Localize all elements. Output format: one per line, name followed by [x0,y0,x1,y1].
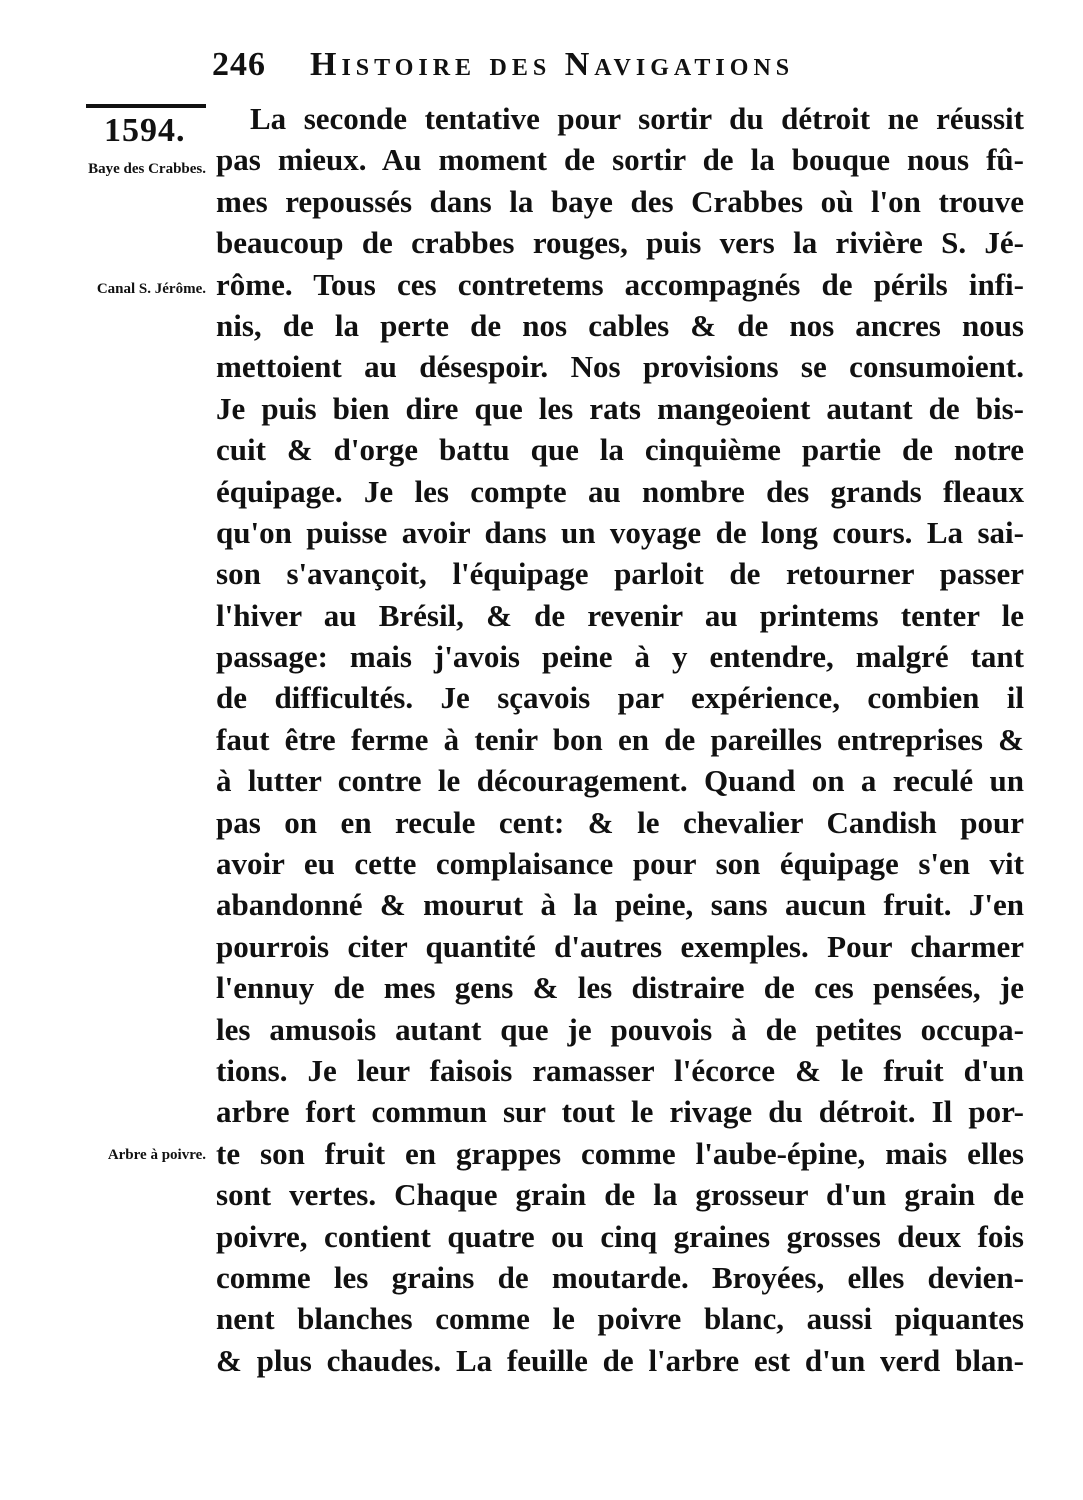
page-header [212,46,972,94]
text-line: te son fruit en grappes comme l'aube-épine, mais elles [216,1135,1024,1171]
text-line: mes repoussés dans la baye des Crabbes où l'on trouve [216,183,1024,219]
text-line: nent blanches comme le poivre blanc, aussi piquantes [216,1301,1024,1337]
margin-year: 1594. [104,112,186,149]
text-line: son s'avançoit, l'équipage parloit de retourner passer [216,556,1024,592]
body-text [216,98,1024,1381]
text-line: Je puis bien dire que les rats mangeoient autant de bis- [216,390,1024,426]
text-line: pas mieux. Au moment de sortir de la bouque nous fû- [216,142,1024,178]
text-line: l'hiver au Brésil, & de revenir au printems tenter le [216,597,1024,633]
text-line: pourrois citer quantité d'autres exemples. Pour charmer [216,928,1024,964]
text-line: rôme. Tous ces contretems accompagnés de périls infi- [216,266,1024,302]
text-line: La seconde tentative pour sortir du détroit ne réussit [250,101,1024,136]
text-line: beaucoup de crabbes rouges, puis vers la rivière S. Jé- [216,225,1024,261]
text-line: à lutter contre le découragement. Quand on a reculé un [216,763,1024,799]
marginal-note: Baye des Crabbes. [88,161,206,177]
text-line: tions. Je leur faisois ramasser l'écorce & le fruit d'un [216,1052,1024,1088]
text-line: arbre fort commun sur tout le rivage du détroit. Il por- [216,1094,1024,1130]
text-line: abandonné & mourut à la peine, sans aucun fruit. J'en [216,887,1024,923]
text-line: l'ennuy de mes gens & les distraire de ces pensées, je [216,970,1024,1006]
text-line: de difficultés. Je sçavois par expérience, combien il [216,680,1024,716]
text-line: avoir eu cette complaisance pour son équipage s'en vit [216,846,1024,882]
text-line: passage: mais j'avois peine à y entendre, malgré tant [216,639,1024,675]
marginal-note: Canal S. Jérôme. [96,281,206,297]
running-title: Histoire des Navigations [310,46,795,83]
text-line: équipage. Je les compte au nombre des grands fleaux [216,473,1024,509]
page-number: 246 [212,46,266,83]
text-line: faut être ferme à tenir bon en de pareilles entreprises & [216,721,1024,757]
text-line: & plus chaudes. La feuille de l'arbre est d'un verd blan- [216,1342,1024,1378]
text-line: les amusois autant que je pouvois à de petites occupa- [216,1011,1024,1047]
text-line: nis, de la perte de nos cables & de nos ancres nous [216,307,1024,343]
text-line: comme les grains de moutarde. Broyées, elles devien- [216,1259,1024,1295]
margin-rule [86,104,206,108]
text-line: mettoient au désespoir. Nos provisions se consumoient. [216,349,1024,385]
marginal-note: Arbre à poivre. [107,1147,206,1163]
text-line: poivre, contient quatre ou cinq graines grosses deux fois [216,1218,1024,1254]
text-line: cuit & d'orge battu que la cinquième partie de notre [216,432,1024,468]
text-line: pas on en recule cent: & le chevalier Candish pour [216,804,1024,840]
text-line: sont vertes. Chaque grain de la grosseur d'un grain de [216,1177,1024,1213]
text-line: qu'on puisse avoir dans un voyage de long cours. La sai- [216,514,1024,550]
